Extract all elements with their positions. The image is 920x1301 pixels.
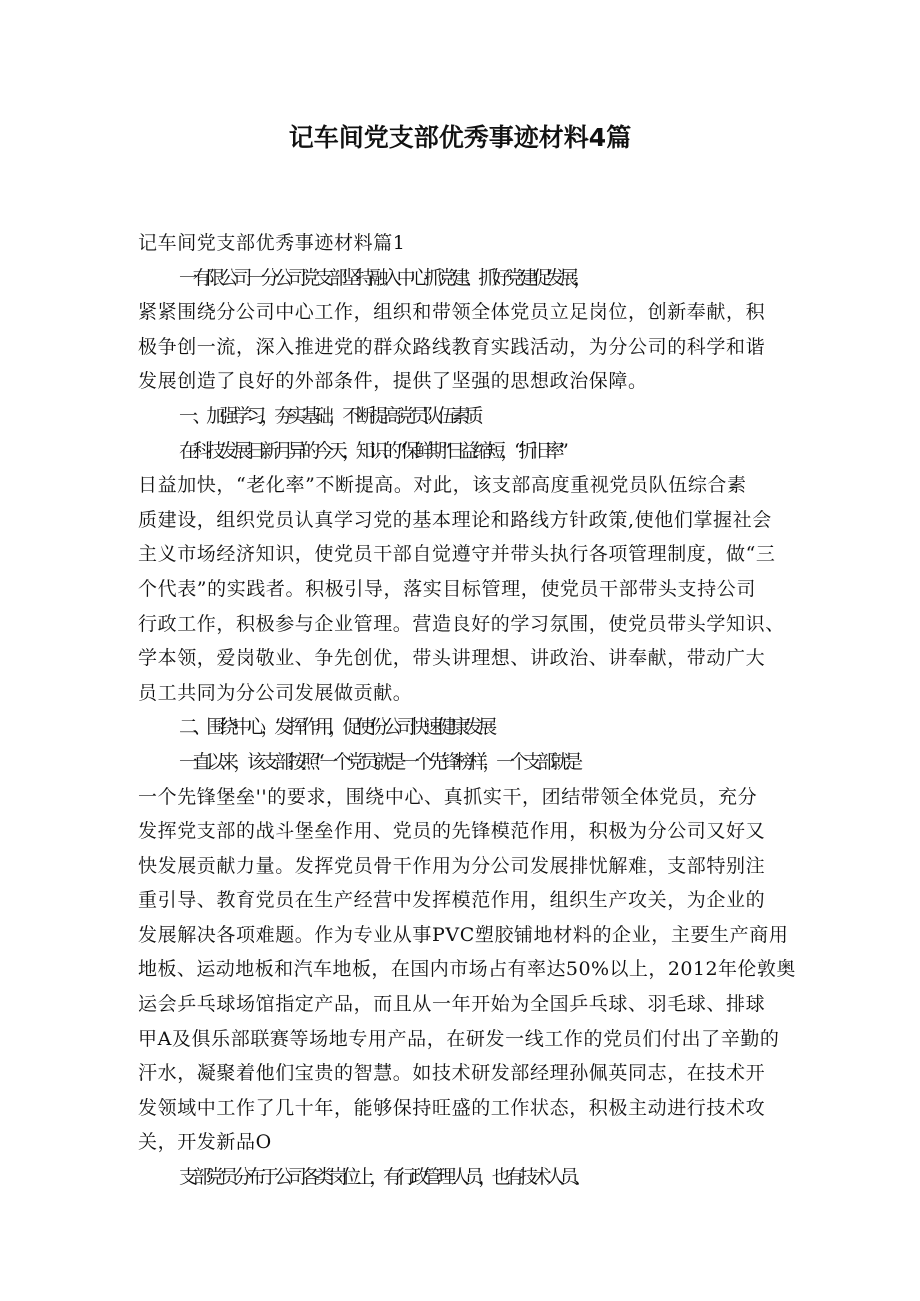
text-line: 在科技发展日新月异的今天，知识的“保鲜期”日益缩短，“折旧率” [179, 439, 564, 462]
text-line: 一有限公司一分公司党支部坚持融入中心抓党建、抓好党建促发展， [179, 266, 588, 289]
text-line: 日益加快，“老化率”不断提高。对此，该支部高度重视党员队伍综合素 [138, 474, 747, 497]
text-line: 快发展贡献力量。发挥党员骨干作用为分公司发展排忧解难，支部特别注 [138, 854, 766, 877]
text-line: 关，开发新品O [138, 1131, 272, 1154]
text-line: 运会乒乓球场馆指定产品，而且从一年开始为全国乒乓球、羽毛球、排球 [138, 993, 766, 1016]
text-line: 二、围绕中心，发挥作用，促使份公司快速健康发展 [179, 716, 492, 739]
section-heading: 记车间党支部优秀事迹材料篇1 [138, 232, 406, 254]
text-line: 发展创造了良好的外部条件，提供了坚强的思想政治保障。 [138, 370, 648, 393]
text-line: 个代表”的实践者。积极引导，落实目标管理，使党员干部带头支持公司 [138, 577, 756, 600]
text-line: 发展解决各项难题。作为专业从事PVC塑胶铺地材料的企业，主要生产商用 [138, 923, 789, 946]
text-line: 员工共同为分公司发展做贡献。 [138, 681, 413, 704]
text-line: 甲A及俱乐部联赛等场地专用产品，在研发一线工作的党员们付出了辛勤的 [138, 1027, 780, 1050]
document-body [138, 226, 798, 1195]
document-title: 记车间党支部优秀事迹材料4篇 [288, 123, 632, 152]
text-line: 汗水，凝聚着他们宝贵的智慧。如技术研发部经理孙佩英同志，在技术开 [138, 1062, 766, 1085]
text-line: 支部党员分布于公司各类岗位上，有行政管理人员，也有技术人员、 [179, 1166, 588, 1189]
text-line: 地板、运动地板和汽车地板，在国内市场占有率达50%以上，2012年伦敦奥 [138, 958, 796, 981]
text-line: 主义市场经济知识，使党员干部自觉遵守并带头执行各项管理制度，做“三 [138, 543, 776, 566]
text-line: 发领域中工作了几十年，能够保持旺盛的工作状态，积极主动进行技术攻 [138, 1096, 766, 1119]
text-line: 一个先锋堡垒''的要求，围绕中心、真抓实干，团结带领全体党员，充分 [138, 785, 758, 808]
text-line: 发挥党支部的战斗堡垒作用、党员的先锋模范作用，积极为分公司又好又 [138, 820, 766, 843]
text-line: 紧紧围绕分公司中心工作，组织和带领全体党员立足岗位，创新奉献，积 [138, 301, 766, 324]
text-line: 一、加强学习，夯实基础，不断提高党员队伍素质 [179, 404, 479, 427]
text-line: 质建设，组织党员认真学习党的基本理论和路线方针政策,使他们掌握社会 [138, 508, 772, 531]
text-line: 一直以来，该支部按照“一个党员就是一个先锋榜样，一个支部就是 [179, 750, 578, 773]
text-line: 极争创一流，深入推进党的群众路线教育实践活动，为分公司的科学和谐 [138, 335, 766, 358]
text-line: 重引导、教育党员在生产经营中发挥模范作用，组织生产攻关，为企业的 [138, 889, 766, 912]
text-line: 学本领，爱岗敬业、争先创优，带头讲理想、讲政治、讲奉献，带动广大 [138, 647, 766, 670]
text-line: 行政工作，积极参与企业管理。营造良好的学习氛围，使党员带头学知识、 [138, 612, 785, 635]
